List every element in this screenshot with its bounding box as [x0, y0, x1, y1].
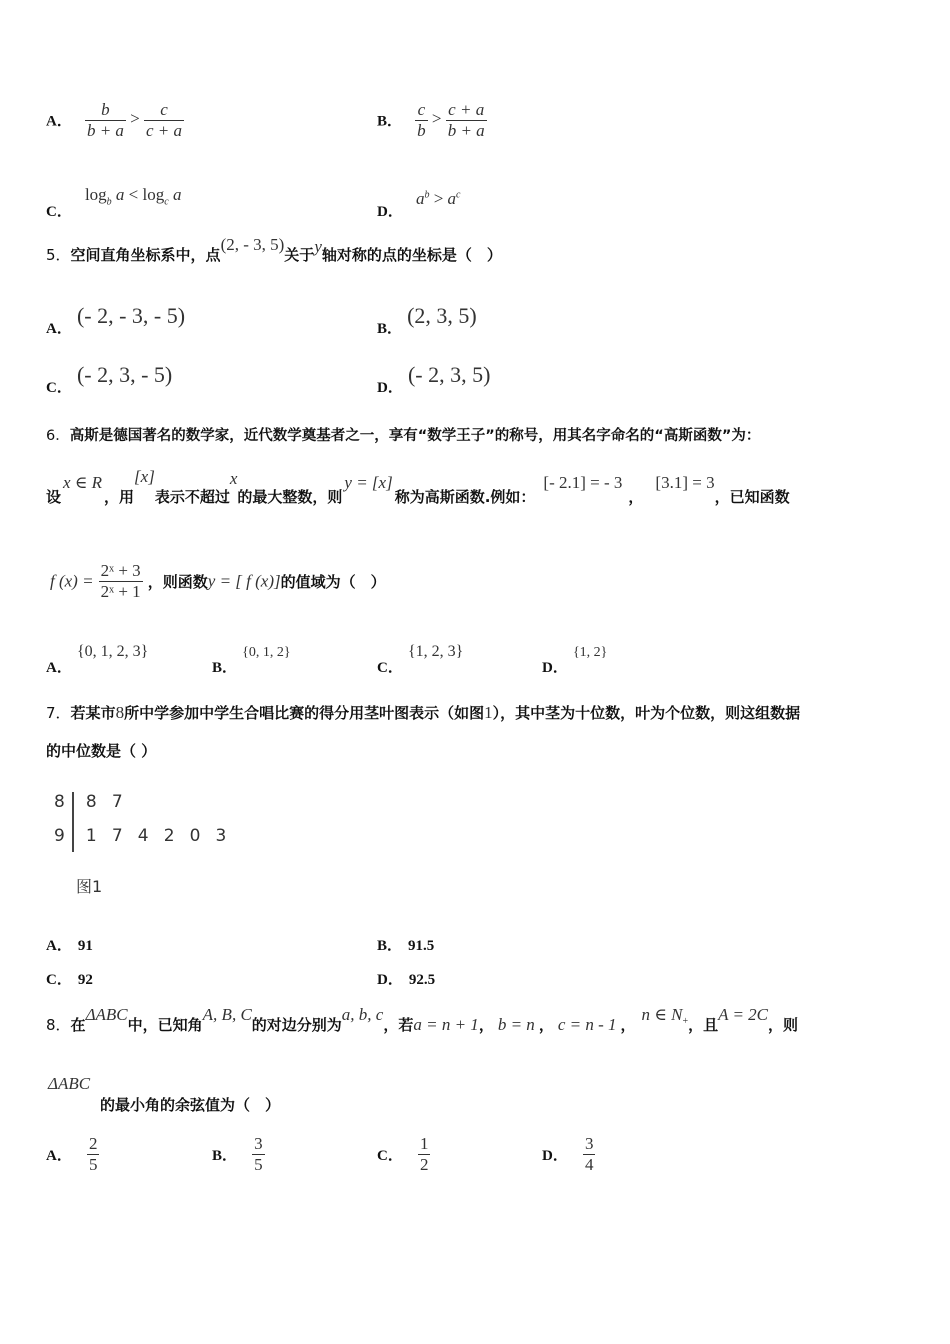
option-value: (- 2, - 3, - 5) — [76, 303, 186, 328]
q8-option-b[interactable] — [212, 1134, 265, 1175]
q7-stem-line1: 7．若某市8所中学参加中学生合唱比赛的得分用茎叶图表示（如图1），其中茎为十位数，叶为个位数，则这组数据 — [46, 703, 801, 722]
option-value: (- 2, 3, - 5) — [76, 362, 173, 387]
option-label: D． — [377, 380, 403, 396]
q5-option-a[interactable] — [46, 303, 186, 337]
stem-value: 9 — [54, 826, 65, 846]
q8-option-c[interactable] — [377, 1134, 430, 1175]
q8-option-d[interactable] — [542, 1134, 595, 1175]
leaf-value: 0 — [189, 826, 201, 846]
option-label: A． — [46, 938, 72, 954]
option-label: A． — [46, 113, 72, 130]
option-value: 92 — [77, 972, 93, 988]
q5-stem: 5．空间直角坐标系中，点(2, - 3, 5)关于y轴对称的点的坐标是（ ） — [46, 235, 502, 264]
option-label: D． — [542, 1148, 568, 1164]
option-value: {1, 2} — [572, 645, 608, 660]
stem-row-9 — [54, 826, 226, 846]
q6-option-c[interactable] — [377, 640, 464, 676]
fraction: $\frac{c + a}{b + a}$ — [447, 100, 485, 140]
stem-leaf-figure — [48, 788, 238, 898]
q4-option-c[interactable] — [46, 184, 182, 220]
option-value: {0, 1, 2} — [242, 645, 291, 660]
q7-option-d[interactable] — [377, 968, 435, 989]
leaf-value: 8 — [85, 792, 97, 812]
option-label: B． — [212, 660, 238, 676]
q8-stem-line1: 8．在ΔABC中，已知角A, B, C的对边分别为a, b, c，若a = n + 1， b = n ， c = n - 1 ，n ∈ $N_+$，且A = 2C，则 — [46, 1005, 799, 1034]
q5-option-c[interactable] — [46, 362, 173, 396]
option-value: (2, 3, 5) — [407, 303, 477, 328]
stem-value: 8 — [54, 792, 65, 812]
q6-option-a[interactable] — [46, 640, 149, 676]
option-value: 91 — [77, 938, 93, 954]
q8-stem-line2: ΔABC 的最小角的余弦值为（ ） — [48, 1074, 281, 1114]
option-value: (- 2, 3, 5) — [407, 362, 491, 387]
q6-stem-line3: f (x) = $\frac{\text{2ˣ + 3}}{\text{2ˣ + 1}}$ ，则函数y = [ f (x)]的值域为（ ） — [50, 561, 386, 601]
option-label: A． — [46, 660, 72, 676]
option-value: {0, 1, 2, 3} — [76, 643, 149, 660]
q6-option-b[interactable] — [212, 640, 291, 676]
option-label: C． — [46, 380, 72, 396]
leaf-value: 4 — [137, 826, 149, 846]
q7-option-a[interactable] — [46, 934, 93, 955]
option-label: A． — [46, 321, 72, 337]
q6-stem-line2: 设x ∈ R，用[x]表示不超过x的最大整数，则y = [x]称为高斯函数.例如：[- 2.1] = - 3，[3.1] = 3，已知函数 — [46, 467, 790, 506]
option-label: B． — [377, 321, 403, 337]
q4-option-b[interactable]: B． $\frac{c}{b}$ > $\frac{c + a}{b + a}$ — [377, 100, 485, 140]
figure-caption: 图1 — [76, 877, 103, 896]
fraction: $\frac{2}{5}$ — [88, 1134, 98, 1174]
leaf-value: 3 — [215, 826, 227, 846]
leaf-value: 1 — [85, 826, 97, 846]
q7-stem-line2: 的中位数是（ ） — [46, 742, 157, 760]
leaf-value: 7 — [111, 792, 123, 812]
q5-option-d[interactable] — [377, 362, 491, 396]
option-label: C． — [46, 972, 72, 988]
leaf-value: 7 — [111, 826, 123, 846]
option-value: {1, 2, 3} — [407, 643, 464, 660]
q6-stem-line1: 6．高斯是德国著名的数学家，近代数学奠基者之一，享有“数学王子”的称号，用其名字命名的“高斯函数”为： — [46, 428, 761, 444]
option-label: D． — [377, 204, 403, 220]
option-label: C． — [46, 204, 72, 220]
q7-option-b[interactable] — [377, 934, 434, 955]
option-value: 92.5 — [408, 972, 436, 988]
q7-option-c[interactable] — [46, 968, 93, 989]
option-value: $\log_b a < \log_c a$ — [84, 185, 182, 208]
option-value: 91.5 — [408, 938, 435, 954]
q4-option-a[interactable]: A． $\frac{b}{b + a}$ > $\frac{c}{c + a}$ — [46, 100, 183, 140]
q6-option-d[interactable] — [542, 640, 608, 676]
fraction: $\frac{c}{c + a}$ — [146, 100, 183, 140]
fraction: $\frac{c}{b}$ — [417, 100, 426, 140]
option-label: A． — [46, 1148, 72, 1164]
option-label: B． — [212, 1148, 238, 1164]
leaf-value: 2 — [163, 826, 175, 846]
option-label: D． — [377, 972, 403, 988]
option-label: D． — [542, 660, 568, 676]
fraction: $\frac{b}{b + a}$ — [86, 100, 124, 140]
fraction: $\frac{3}{5}$ — [254, 1134, 263, 1174]
option-label: B． — [377, 113, 403, 130]
option-value: $a^b > a^c$ — [415, 189, 461, 208]
q4-option-d[interactable] — [377, 188, 461, 220]
option-label: C． — [377, 1148, 403, 1164]
fraction: $\frac{\text{2ˣ + 3}}{\text{2ˣ + 1}}$ — [100, 561, 141, 601]
q8-option-a[interactable] — [46, 1134, 99, 1175]
q5-option-b[interactable] — [377, 303, 477, 337]
fraction: $\frac{1}{2}$ — [419, 1134, 429, 1174]
option-label: B． — [377, 938, 403, 954]
fraction: $\frac{3}{4}$ — [584, 1134, 594, 1174]
stem-row-8 — [54, 792, 123, 812]
option-label: C． — [377, 660, 403, 676]
